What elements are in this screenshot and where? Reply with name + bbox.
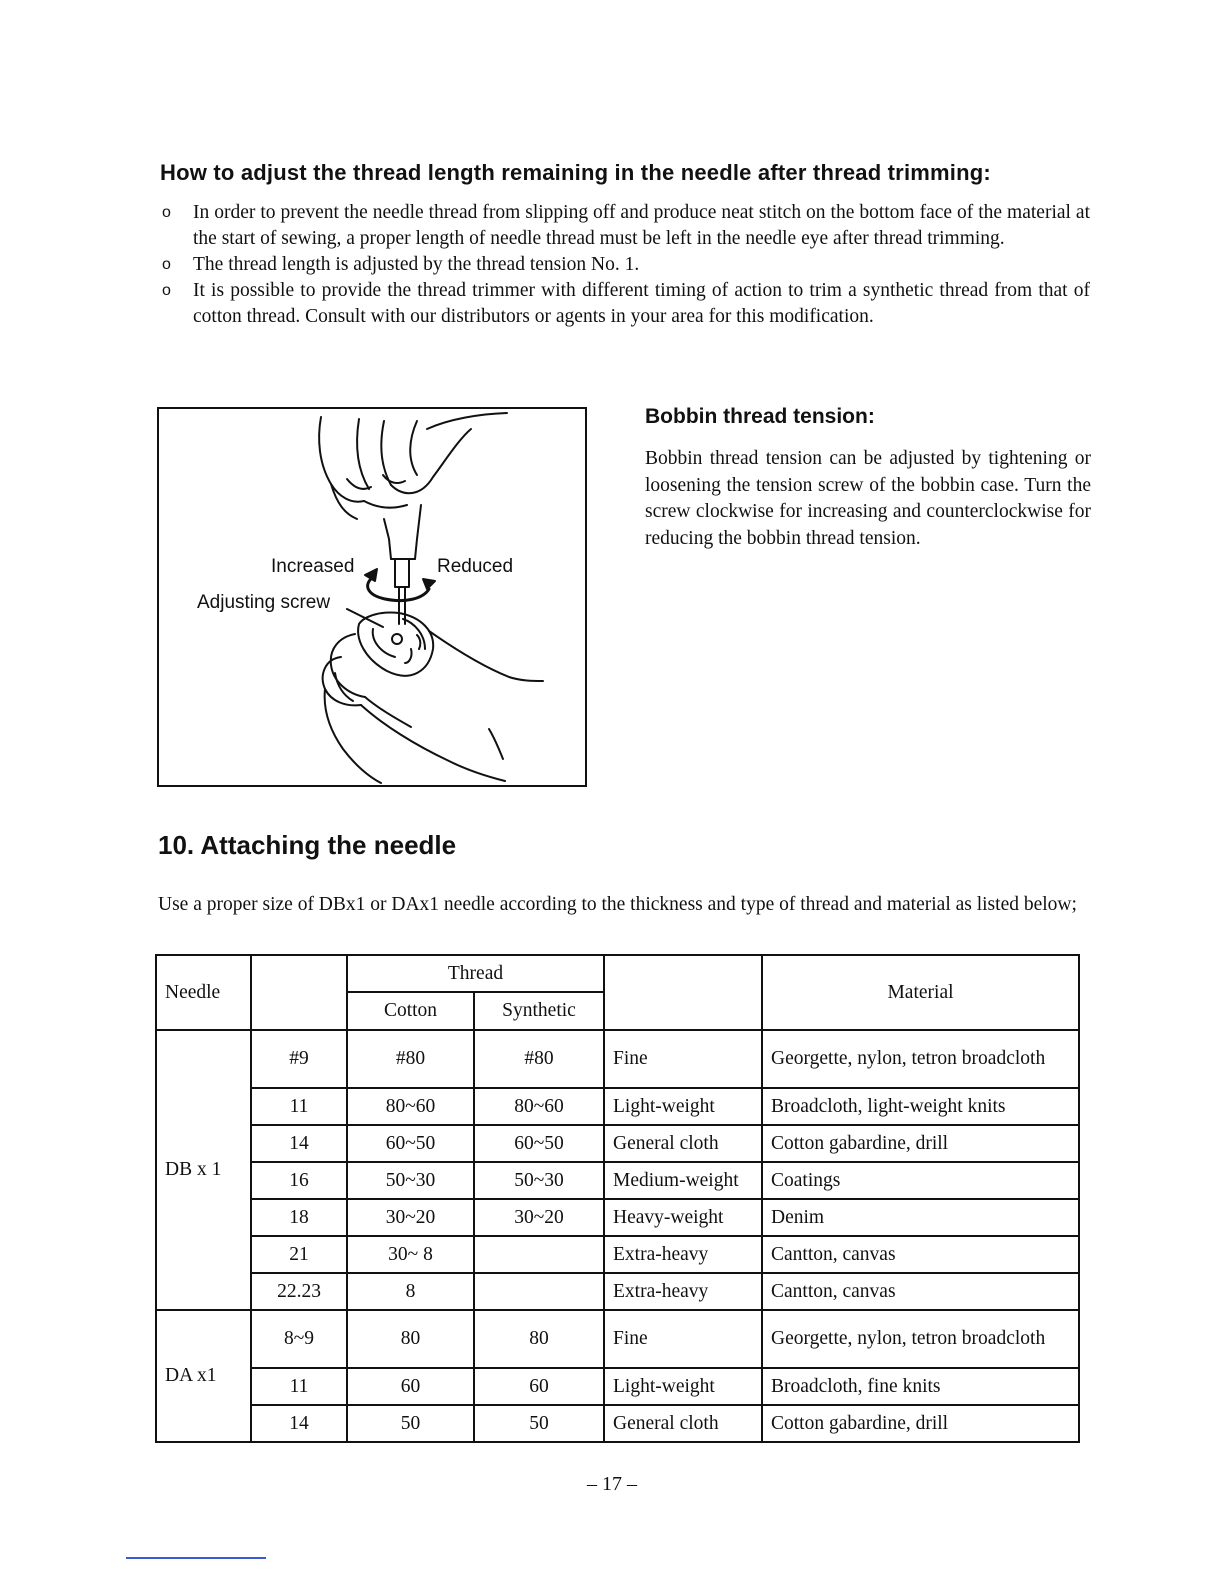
- material-cell: Cantton, canvas: [762, 1273, 1079, 1310]
- cotton-cell: 8: [347, 1273, 474, 1310]
- size-cell: 14: [251, 1405, 347, 1442]
- needle-type-cell: DA x1: [156, 1310, 251, 1442]
- cotton-cell: 60~50: [347, 1125, 474, 1162]
- weight-cell: Light-weight: [604, 1368, 762, 1405]
- material-cell: Cotton gabardine, drill: [762, 1405, 1079, 1442]
- material-cell: Cotton gabardine, drill: [762, 1125, 1079, 1162]
- bullet-mark: o: [162, 204, 171, 221]
- table-row: [156, 1368, 1079, 1405]
- size-cell: 21: [251, 1236, 347, 1273]
- material-cell: Georgette, nylon, tetron broadcloth: [762, 1030, 1079, 1088]
- header-material: Material: [762, 955, 1079, 1030]
- header-cotton: Cotton: [347, 992, 474, 1030]
- cotton-cell: #80: [347, 1030, 474, 1088]
- cotton-cell: 80~60: [347, 1088, 474, 1125]
- bullet-text: In order to prevent the needle thread from slipping off and produce neat stitch on the bottom face of the material at the start of sewing, a proper length of needle thread must be left in the needle eye after thread trimming.: [193, 202, 1090, 249]
- table-row: [156, 1236, 1079, 1273]
- section-title-attaching-needle: 10. Attaching the needle: [158, 830, 457, 860]
- material-cell: Georgette, nylon, tetron broadcloth: [762, 1310, 1079, 1368]
- cotton-cell: 60: [347, 1368, 474, 1405]
- synthetic-cell: 60~50: [474, 1125, 604, 1162]
- bobbin-tension-title: Bobbin thread tension:: [645, 405, 875, 428]
- size-cell: 11: [251, 1368, 347, 1405]
- page-number: – 17 –: [587, 1473, 637, 1495]
- header-weight-blank: [604, 955, 762, 1030]
- weight-cell: Heavy-weight: [604, 1199, 762, 1236]
- synthetic-cell: 80: [474, 1310, 604, 1368]
- synthetic-cell: #80: [474, 1030, 604, 1088]
- header-thread: Thread: [347, 955, 604, 992]
- material-cell: Broadcloth, light-weight knits: [762, 1088, 1079, 1125]
- bullet-item: [160, 200, 1090, 252]
- material-cell: Coatings: [762, 1162, 1079, 1199]
- footer-rule: [126, 1557, 266, 1559]
- size-cell: 8~9: [251, 1310, 347, 1368]
- weight-cell: Extra-heavy: [604, 1273, 762, 1310]
- synthetic-cell: 80~60: [474, 1088, 604, 1125]
- header-needle: Needle: [156, 955, 251, 1030]
- bullet-item: [160, 278, 1090, 330]
- synthetic-cell: 50: [474, 1405, 604, 1442]
- material-cell: Broadcloth, fine knits: [762, 1368, 1079, 1405]
- header-size-blank: [251, 955, 347, 1030]
- cotton-cell: 50: [347, 1405, 474, 1442]
- needle-thread-table: [155, 954, 1080, 1443]
- size-cell: 22.23: [251, 1273, 347, 1310]
- thread-length-bullet-list: [160, 200, 1090, 330]
- cotton-cell: 50~30: [347, 1162, 474, 1199]
- material-cell: Denim: [762, 1199, 1079, 1236]
- bobbin-tension-illustration: [157, 407, 587, 787]
- synthetic-cell: [474, 1273, 604, 1310]
- bullet-mark: o: [162, 282, 171, 299]
- size-cell: 14: [251, 1125, 347, 1162]
- needle-type-cell: DB x 1: [156, 1030, 251, 1310]
- bullet-text: It is possible to provide the thread trimmer with different timing of action to trim a synthetic thread from that of cotton thread. Consult with our distributors or agents in your area for this modification.: [193, 280, 1090, 327]
- material-cell: Cantton, canvas: [762, 1236, 1079, 1273]
- needle-intro-text: Use a proper size of DBx1 or DAx1 needle according to the thickness and type of thread and material as listed below;: [158, 894, 1077, 915]
- weight-cell: Fine: [604, 1030, 762, 1088]
- table-row: [156, 1310, 1079, 1368]
- table-row: [156, 1273, 1079, 1310]
- label-increased: Increased: [271, 556, 355, 577]
- bobbin-tension-text: Bobbin thread tension can be adjusted by tightening or loosening the tension screw of the bobbin case. Turn the screw clockwise for increasing and counterclockwise for reducing the bobbin thread tension.: [645, 448, 1091, 549]
- cotton-cell: 30~20: [347, 1199, 474, 1236]
- synthetic-cell: 60: [474, 1368, 604, 1405]
- weight-cell: General cloth: [604, 1125, 762, 1162]
- weight-cell: General cloth: [604, 1405, 762, 1442]
- section-title-thread-length: How to adjust the thread length remaining in the needle after thread trimming:: [160, 160, 991, 185]
- synthetic-cell: [474, 1236, 604, 1273]
- table-row: [156, 1162, 1079, 1199]
- table-row: [156, 1405, 1079, 1442]
- size-cell: 11: [251, 1088, 347, 1125]
- weight-cell: Extra-heavy: [604, 1236, 762, 1273]
- weight-cell: Fine: [604, 1310, 762, 1368]
- size-cell: 18: [251, 1199, 347, 1236]
- bullet-text: The thread length is adjusted by the thread tension No. 1.: [193, 254, 640, 275]
- table-row: [156, 1199, 1079, 1236]
- size-cell: #9: [251, 1030, 347, 1088]
- synthetic-cell: 30~20: [474, 1199, 604, 1236]
- synthetic-cell: 50~30: [474, 1162, 604, 1199]
- cotton-cell: 80: [347, 1310, 474, 1368]
- bullet-item: [160, 252, 1090, 278]
- label-adjusting-screw: Adjusting screw: [197, 592, 331, 613]
- cotton-cell: 30~ 8: [347, 1236, 474, 1273]
- table-row: [156, 1125, 1079, 1162]
- weight-cell: Medium-weight: [604, 1162, 762, 1199]
- table-row: [156, 1030, 1079, 1088]
- label-reduced: Reduced: [437, 556, 514, 577]
- header-synthetic: Synthetic: [474, 992, 604, 1030]
- weight-cell: Light-weight: [604, 1088, 762, 1125]
- bullet-mark: o: [162, 256, 171, 273]
- size-cell: 16: [251, 1162, 347, 1199]
- table-row: [156, 1088, 1079, 1125]
